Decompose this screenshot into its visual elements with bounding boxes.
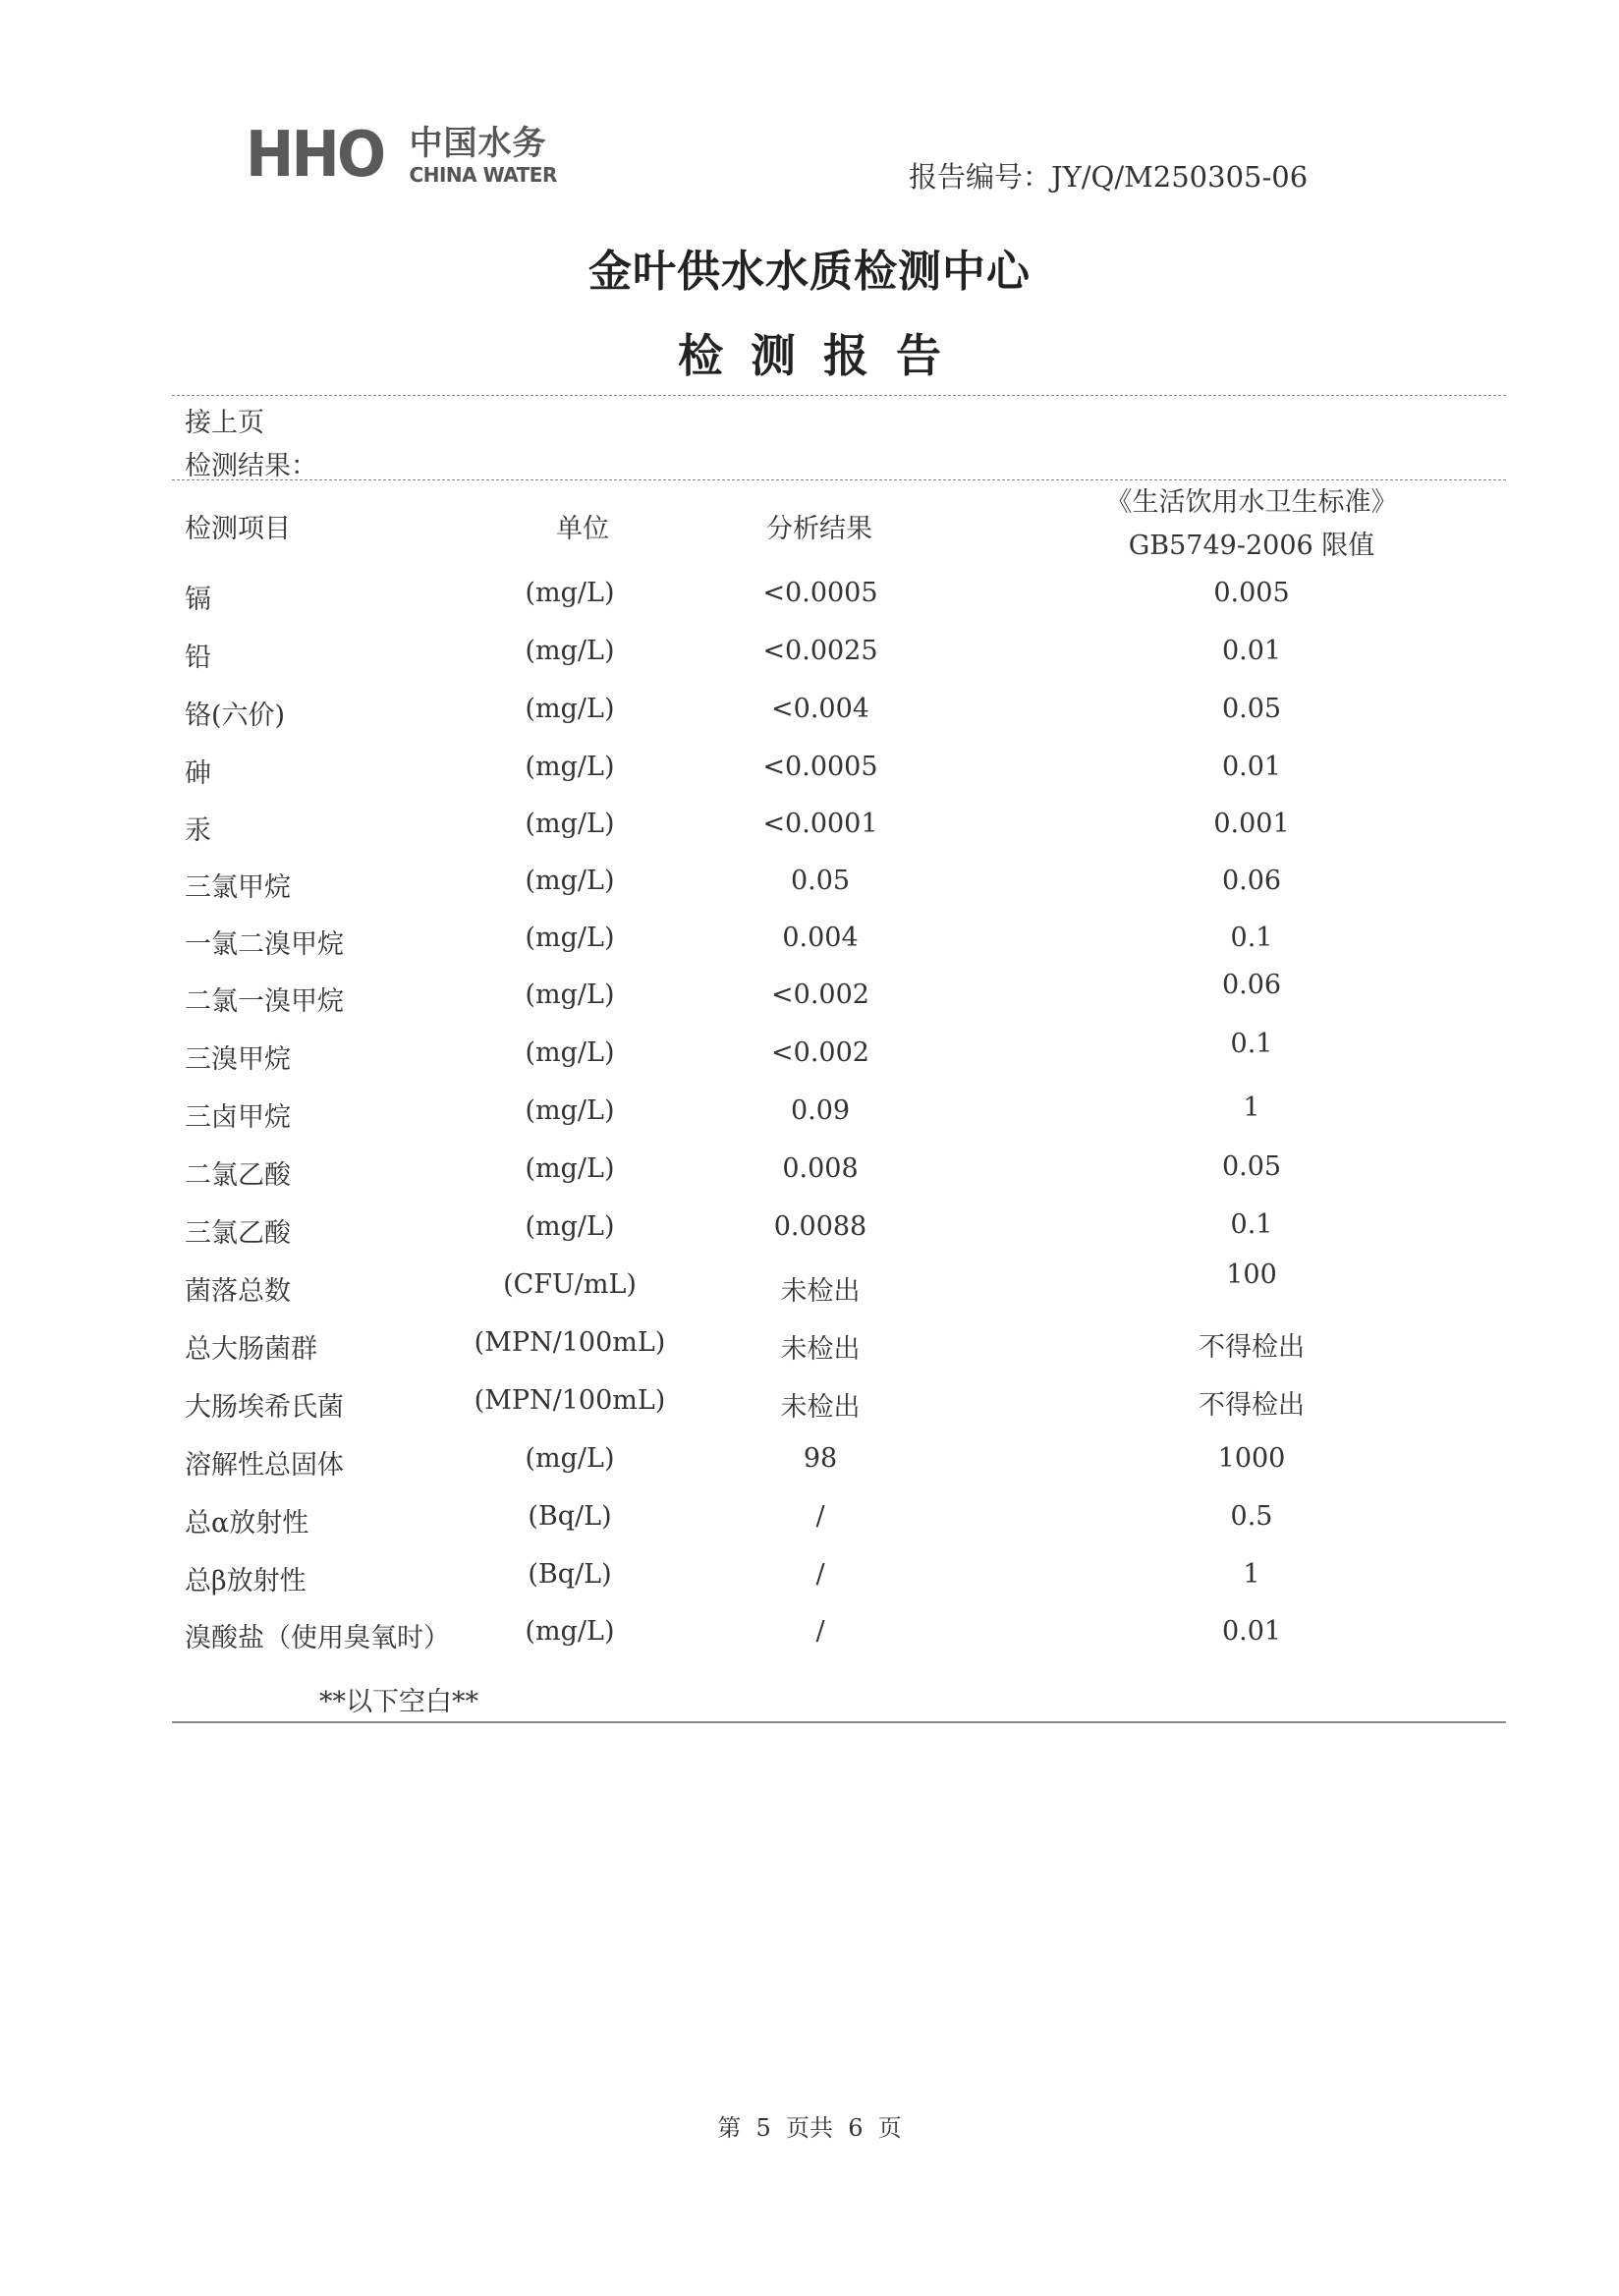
top-divider [172,395,1506,396]
row-4-result: <0.0001 [762,809,878,839]
row-1-limit: 0.01 [1221,636,1282,666]
row-3-item: 砷 [185,758,211,789]
row-16-item: 总α放射性 [185,1508,309,1539]
row-17-result: / [815,1559,825,1590]
row-1-unit: (mg/L) [525,636,615,666]
row-4-item: 汞 [185,815,211,846]
row-11-item: 三氯乙酸 [185,1218,291,1249]
row-17-unit: (Bq/L) [528,1559,612,1590]
row-0-limit: 0.005 [1213,578,1290,608]
end-of-data-note: **以下空白** [319,1687,478,1717]
logo-en: CHINA WATER [409,162,557,187]
row-13-limit: 不得检出 [1199,1332,1305,1363]
table-bottom-rule [172,1721,1506,1723]
row-16-result: / [815,1501,825,1532]
row-13-item: 总大肠菌群 [185,1334,317,1365]
row-10-limit: 0.05 [1221,1151,1282,1182]
row-14-item: 大肠埃希氏菌 [185,1392,344,1423]
row-16-unit: (Bq/L) [528,1501,612,1532]
row-2-limit: 0.05 [1221,694,1282,724]
row-3-unit: (mg/L) [525,752,615,782]
report-number: 报告编号：JY/Q/M250305-06 [909,160,1309,194]
row-4-limit: 0.001 [1213,809,1290,839]
row-8-result: <0.002 [771,1037,869,1068]
header-item: 检测项目 [185,514,291,544]
row-15-result: 98 [803,1443,838,1474]
row-8-limit: 0.1 [1230,1029,1273,1059]
row-16-limit: 0.5 [1230,1501,1273,1532]
logo-cn: 中国水务 [409,123,547,163]
row-15-limit: 1000 [1217,1443,1286,1474]
row-18-limit: 0.01 [1221,1616,1282,1647]
results-divider [172,479,1506,480]
row-17-item: 总β放射性 [185,1566,307,1596]
row-17-limit: 1 [1243,1559,1260,1590]
logo-mark: HHO [246,119,384,192]
company-logo [246,116,557,195]
row-10-result: 0.008 [782,1153,859,1184]
row-13-unit: (MPN/100mL) [474,1327,666,1358]
row-7-item: 二氯一溴甲烷 [185,986,344,1017]
row-14-limit: 不得检出 [1199,1390,1305,1421]
row-5-limit: 0.06 [1221,866,1282,896]
row-15-item: 溶解性总固体 [185,1450,344,1481]
row-6-item: 一氯二溴甲烷 [185,929,344,960]
row-0-result: <0.0005 [762,578,878,608]
row-18-unit: (mg/L) [525,1616,615,1647]
row-9-result: 0.09 [790,1095,851,1126]
row-5-unit: (mg/L) [525,866,615,896]
header-limit [1055,481,1448,568]
row-6-unit: (mg/L) [525,923,615,953]
continued-label: 接上页 [185,408,264,438]
row-11-limit: 0.1 [1230,1209,1273,1240]
row-12-unit: (CFU/mL) [503,1269,637,1300]
row-14-unit: (MPN/100mL) [474,1385,666,1416]
row-7-unit: (mg/L) [525,980,615,1010]
row-0-unit: (mg/L) [525,578,615,608]
header-unit: 单位 [556,514,609,544]
report-title: 检测报告 [678,329,969,382]
row-4-unit: (mg/L) [525,809,615,839]
results-label: 检测结果： [185,451,317,481]
row-3-result: <0.0005 [762,752,878,782]
row-11-result: 0.0088 [773,1211,867,1242]
row-15-unit: (mg/L) [525,1443,615,1474]
row-14-result: 未检出 [780,1392,861,1423]
row-7-limit: 0.06 [1221,970,1282,1000]
row-6-result: 0.004 [782,923,859,953]
organization-title: 金叶供水水质检测中心 [588,247,1031,297]
row-1-item: 铅 [185,643,211,673]
row-9-limit: 1 [1243,1092,1260,1123]
row-0-item: 镉 [185,585,211,615]
header-limit-standard: 《生活饮用水卫生标准》 [1105,487,1398,518]
row-12-result: 未检出 [780,1276,861,1307]
row-9-unit: (mg/L) [525,1095,615,1126]
row-12-item: 菌落总数 [185,1276,291,1307]
row-1-result: <0.0025 [762,636,878,666]
row-6-limit: 0.1 [1230,923,1273,953]
header-limit-code: GB5749-2006 限值 [1128,531,1375,561]
row-8-unit: (mg/L) [525,1037,615,1068]
row-5-result: 0.05 [790,866,851,896]
logo-text [409,123,557,187]
row-3-limit: 0.01 [1221,752,1282,782]
row-10-item: 二氯乙酸 [185,1160,291,1191]
row-13-result: 未检出 [780,1334,861,1365]
row-9-item: 三卤甲烷 [185,1102,291,1133]
row-7-result: <0.002 [771,980,869,1010]
row-12-limit: 100 [1226,1260,1277,1290]
row-2-item: 铬(六价) [185,700,286,731]
row-18-item: 溴酸盐（使用臭氧时） [185,1623,450,1653]
row-11-unit: (mg/L) [525,1211,615,1242]
row-5-item: 三氯甲烷 [185,872,291,903]
row-2-result: <0.004 [771,694,869,724]
row-18-result: / [815,1616,825,1647]
row-2-unit: (mg/L) [525,694,615,724]
page-number: 第 5 页共 6 页 [717,2114,902,2142]
header-result: 分析结果 [766,514,872,544]
row-10-unit: (mg/L) [525,1153,615,1184]
row-8-item: 三溴甲烷 [185,1044,291,1075]
